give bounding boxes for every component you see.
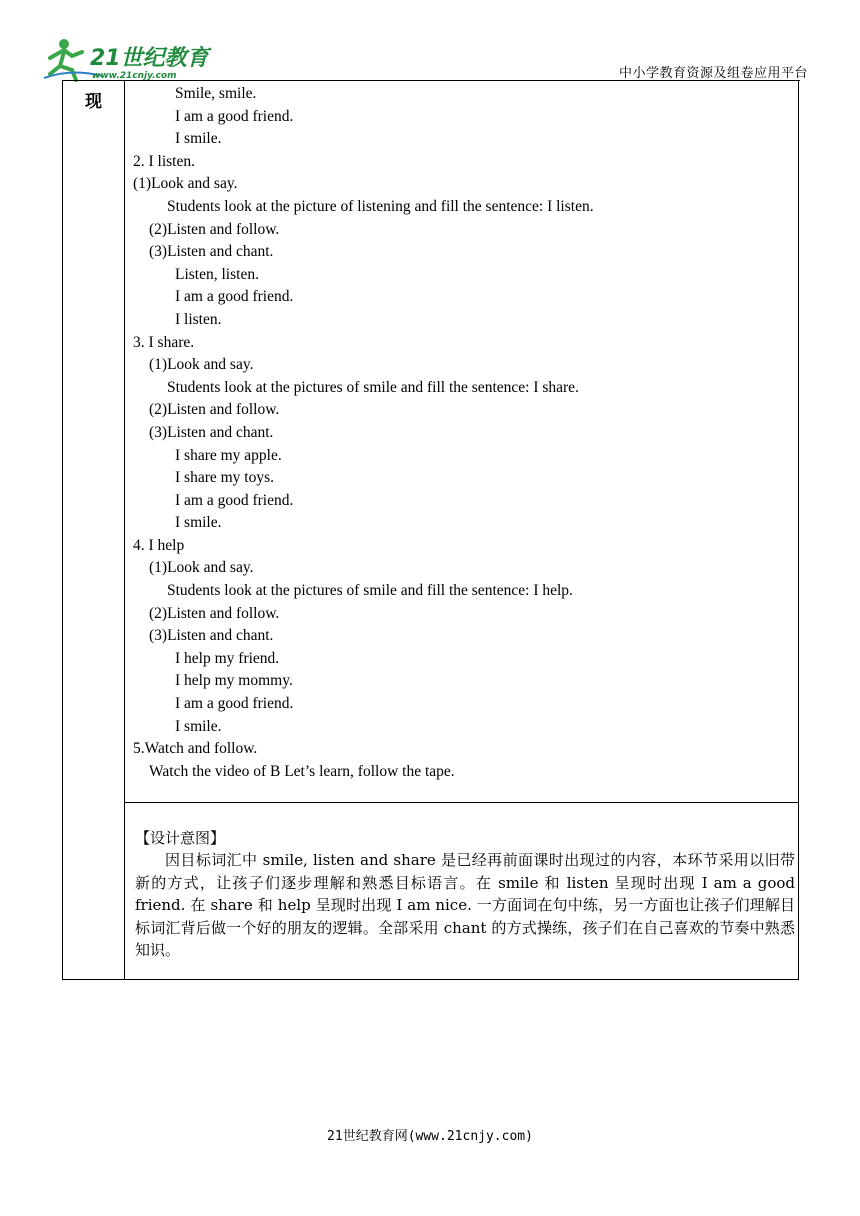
procedure-line: (2)Listen and follow. xyxy=(149,401,280,419)
procedure-line: (1)Look and say. xyxy=(133,175,238,193)
procedure-lines xyxy=(133,83,792,783)
stage-label: 现 xyxy=(85,92,102,112)
procedure-line: 3. I share. xyxy=(133,333,195,351)
procedure-line: I am a good friend. xyxy=(175,288,294,306)
design-intent-title: 【设计意图】 xyxy=(135,829,226,847)
procedure-line: I listen. xyxy=(175,310,222,328)
procedure-line: I am a good friend. xyxy=(175,491,294,509)
design-intent xyxy=(135,827,795,962)
footer-site: 21世纪教育网(www.21cnjy.com) xyxy=(327,1129,533,1144)
procedure-line: I smile. xyxy=(175,717,222,735)
procedure-line: (2)Listen and follow. xyxy=(149,220,280,238)
procedure-line: (3)Listen and chant. xyxy=(149,243,274,261)
procedure-line: (3)Listen and chant. xyxy=(149,423,274,441)
logo-runner-icon xyxy=(42,38,212,82)
procedure-line: 4. I help xyxy=(133,536,185,554)
column-divider xyxy=(124,81,125,979)
logo-text: 21世纪教育 xyxy=(90,46,209,71)
platform-name: 中小学教育资源及组卷应用平台 xyxy=(618,66,808,81)
procedure-line: I am a good friend. xyxy=(175,695,294,713)
procedure-line: 2. I listen. xyxy=(133,152,195,170)
procedure-line: I share my apple. xyxy=(175,446,282,464)
procedure-line: I help my friend. xyxy=(175,649,280,667)
procedure-line: Listen, listen. xyxy=(175,265,259,283)
procedure-line: (1)Look and say. xyxy=(149,559,254,577)
procedure-line: I am a good friend. xyxy=(175,107,294,125)
procedure-line: (1)Look and say. xyxy=(149,356,254,374)
procedure-line: 5.Watch and follow. xyxy=(133,740,258,758)
procedure-line: Students look at the pictures of smile and fill the sentence: I share. xyxy=(167,378,579,396)
procedure-line: I smile. xyxy=(175,130,222,148)
lesson-table xyxy=(62,81,799,980)
procedure-line: Students look at the picture of listening and fill the sentence: I listen. xyxy=(167,197,594,215)
logo-url: www.21cnjy.com xyxy=(92,71,177,81)
procedure-line: I smile. xyxy=(175,514,222,532)
site-logo xyxy=(42,38,212,82)
procedure-line: Smile, smile. xyxy=(175,85,257,102)
design-intent-body: 因目标词汇中 smile, listen and share 是已经再前面课时出现过的内容，本环节采用以旧带新的方式，让孩子们逐步理解和熟悉目标语言。在 smile 和 listen 呈现时出现 I am a good friend. 在 share 和 help 呈现时出现 I am nice. 一方面词在句中练，另一方面也让孩子们理解目标词汇背后做一个好的朋友的逻辑。全部采用 chant 的方式操练，孩子们在自己喜欢的节奏中熟悉知识。 xyxy=(135,851,795,960)
procedure-line: I help my mommy. xyxy=(175,672,293,690)
procedure-line: I share my toys. xyxy=(175,469,275,487)
row-divider xyxy=(124,802,798,803)
procedure-line: (3)Listen and chant. xyxy=(149,627,274,645)
procedure-line: (2)Listen and follow. xyxy=(149,604,280,622)
procedure-line: Watch the video of B Let’s learn, follow the tape. xyxy=(149,762,455,780)
procedure-line: Students look at the pictures of smile and fill the sentence: I help. xyxy=(167,582,573,600)
